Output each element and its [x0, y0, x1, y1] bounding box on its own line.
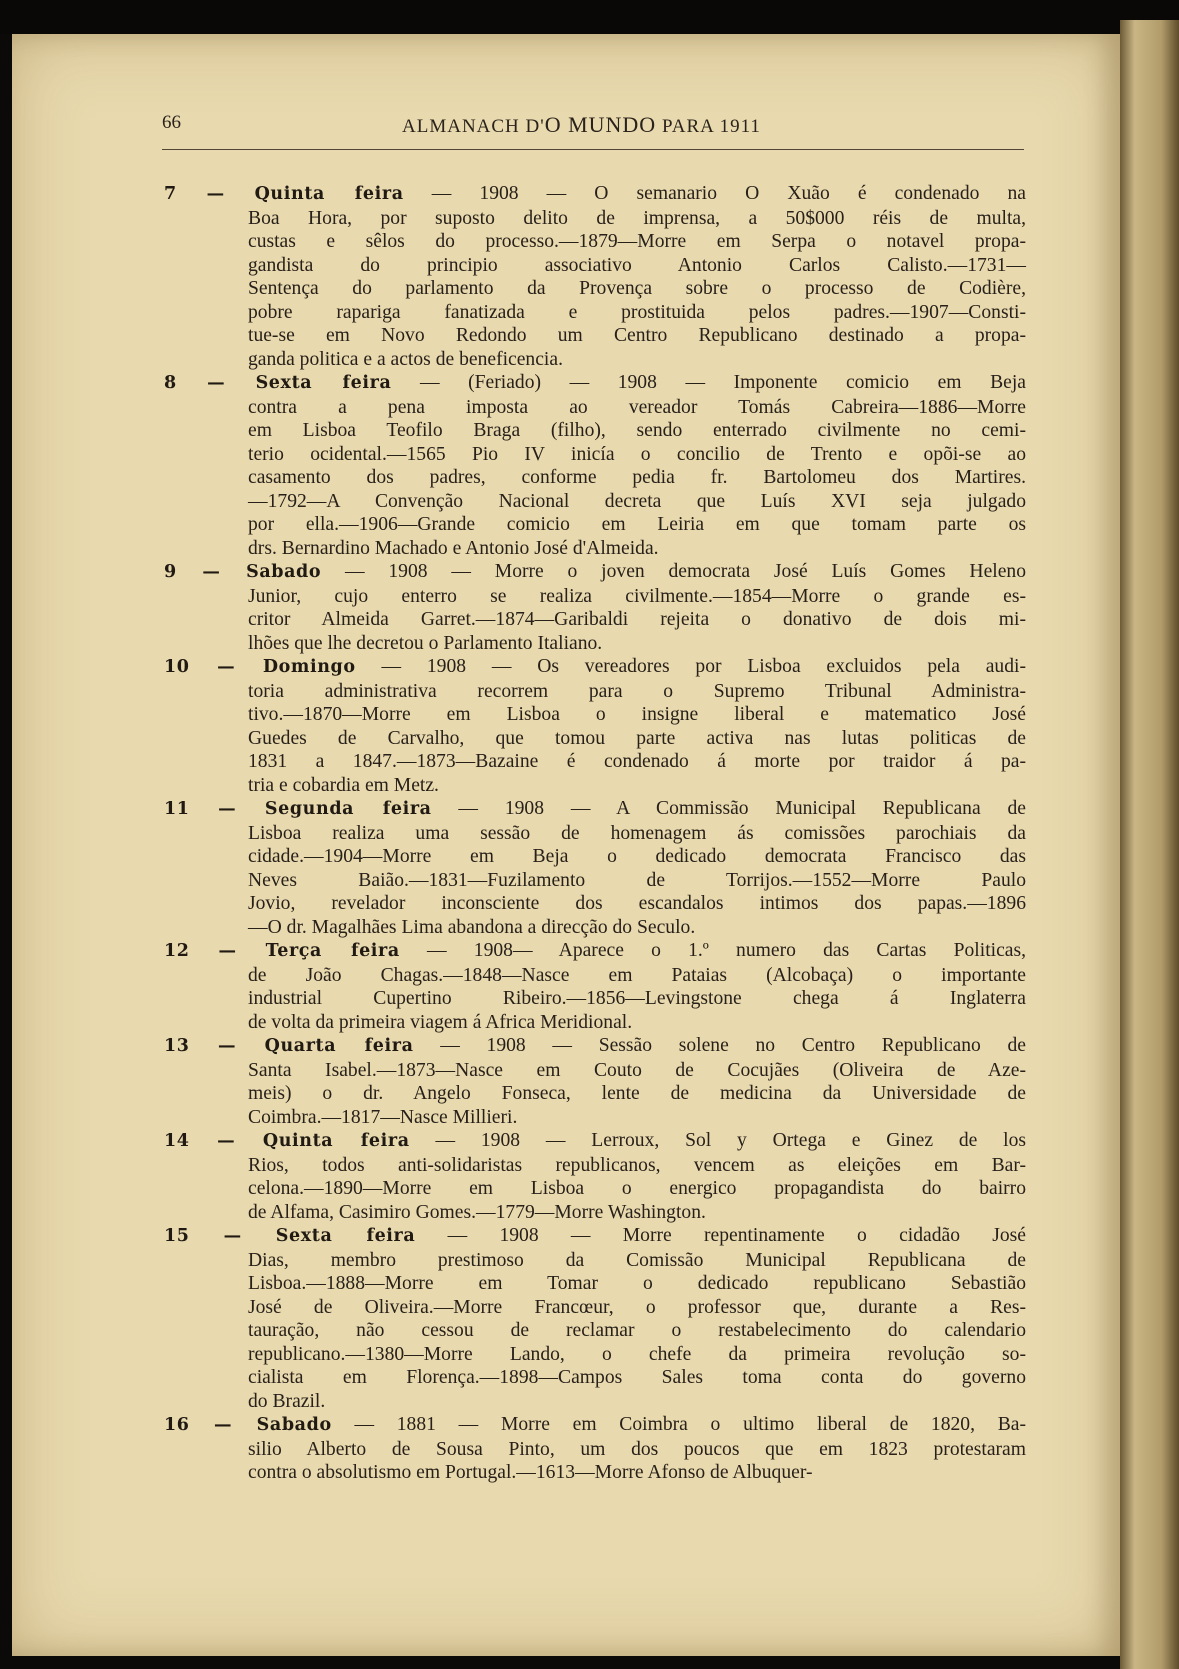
entry-line: ganda politica e a actos de beneficencia. [248, 348, 563, 370]
entry-text: — 1908 — Morre o joven democrata José Luís Gomes Heleno [321, 561, 1026, 582]
entry-line: toria administrativa recorrem para o Supremo Tribunal Administra- [248, 680, 1026, 702]
running-title-prefix: ALMANACH D' [402, 116, 545, 137]
entry-first-line [164, 182, 1026, 207]
entry-line: em Lisboa Teofilo Braga (filho), sendo enterrado civilmente no cemi- [248, 420, 1026, 441]
entry-line: industrial Cupertino Ribeiro.—1856—Levingstone chega á Inglaterra [248, 988, 1026, 1009]
entry-date: 9 — Sabado [164, 562, 322, 582]
entry-line: Rios, todos anti-solidaristas republicanos, vencem as eleições em Bar- [248, 1154, 1026, 1176]
entry-line: Jovio, revelador inconsciente dos escandalos intimos dos papas.—1896 [248, 893, 1026, 914]
entry-line: de João Chagas.—1848—Nasce em Pataias (Alcobaça) o importante [248, 964, 1026, 986]
entry-date: 11 — Segunda feira [164, 799, 432, 819]
entry-line: Junior, cujo enterro se realiza civilmente.—1854—Morre o grande es- [248, 585, 1026, 607]
running-title-main: O MUNDO [544, 112, 657, 137]
entry-text: — 1908 — A Commissão Municipal Republicana de [431, 798, 1026, 819]
scan-background [0, 0, 1179, 34]
header-rule [162, 149, 1024, 150]
entry-first-line [164, 1224, 1026, 1249]
entry-line: tue-se em Novo Redondo um Centro Republicano destinado a propa- [248, 325, 1026, 346]
page-number: 66 [162, 112, 181, 133]
almanac-entry [164, 1413, 1026, 1485]
entry-line: 1831 a 1847.—1873—Bazaine é condenado á morte por traidor á pa- [248, 751, 1026, 772]
almanac-entry [164, 939, 1026, 1034]
entry-line: de volta da primeira viagem á Africa Meridional. [248, 1011, 633, 1033]
entry-line: Boa Hora, por suposto delito de imprensa, a 50$000 réis de multa, [248, 207, 1026, 229]
entry-line: cialista em Florença.—1898—Campos Sales toma conta do governo [248, 1367, 1026, 1388]
entry-date: 14 — Quinta feira [164, 1131, 410, 1151]
running-title-suffix: PARA 1911 [661, 116, 761, 137]
entry-date: 7 — Quinta feira [164, 184, 404, 204]
entry-line: republicano.—1380—Morre Lando, o chefe da primeira revolução so- [248, 1343, 1026, 1365]
entry-line: pobre rapariga fanatizada e prostituida pelos padres.—1907—Consti- [248, 301, 1026, 323]
entry-line: tivo.—1870—Morre em Lisboa o insigne liberal e matematico José [248, 704, 1026, 725]
entry-date: 10 — Domingo [164, 657, 356, 677]
entry-line: custas e sêlos do processo.—1879—Morre em Serpa o notavel propa- [248, 231, 1026, 252]
entry-line: critor Almeida Garret.—1874—Garibaldi rejeita o donativo de dois mi- [248, 609, 1026, 630]
entry-line: do Brazil. [248, 1390, 326, 1412]
entry-text: — 1881 — Morre em Coimbra o ultimo liberal de 1820, Ba- [331, 1414, 1026, 1435]
almanac-entry [164, 182, 1026, 371]
adjacent-page-edge [1120, 20, 1179, 1669]
entry-text: — 1908 — O semanario O Xuão é condenado na [403, 183, 1027, 204]
entry-line: lhões que lhe decretou o Parlamento Italiano. [248, 632, 603, 654]
entry-line: gandista do principio associativo Antonio Carlos Calisto.—1731— [248, 254, 1026, 276]
almanac-entry [164, 371, 1026, 560]
almanac-entry [164, 560, 1026, 655]
page-header [162, 112, 1022, 140]
entry-text: — 1908— Aparece o 1.º numero das Cartas Politicas, [399, 940, 1027, 961]
entry-text: — 1908 — Os vereadores por Lisboa excluidos pela audi- [355, 656, 1026, 677]
entry-line: Coimbra.—1817—Nasce Millieri. [248, 1106, 518, 1128]
entry-date: 8 — Sexta feira [164, 373, 392, 393]
entry-line: de Alfama, Casimiro Gomes.—1779—Morre Washington. [248, 1201, 706, 1223]
entry-line: Guedes de Carvalho, que tomou parte activa nas lutas politicas de [248, 727, 1026, 749]
entry-first-line [164, 560, 1026, 585]
entry-date: 16 — Sabado [164, 1415, 332, 1435]
entry-first-line [164, 655, 1026, 680]
entry-line: tauração, não cessou de reclamar o restabelecimento do calendario [248, 1320, 1026, 1341]
entry-line: —1792—A Convenção Nacional decreta que Luís XVI seja julgado [248, 490, 1026, 512]
entry-line: cidade.—1904—Morre em Beja o dedicado democrata Francisco das [248, 846, 1026, 867]
entry-line: contra a pena imposta ao vereador Tomás Cabreira—1886—Morre [248, 396, 1026, 418]
entry-line: drs. Bernardino Machado e Antonio José d'Almeida. [248, 537, 659, 559]
almanac-entries [164, 182, 1026, 1485]
entry-line: —O dr. Magalhães Lima abandona a direcção do Seculo. [248, 916, 696, 938]
running-title [402, 112, 761, 138]
entry-first-line [164, 1413, 1026, 1438]
entry-text: — 1908 — Sessão solene no Centro Republicano de [413, 1035, 1026, 1056]
entry-line: por ella.—1906—Grande comicio em Leiria em que tomam parte os [248, 514, 1026, 535]
almanac-entry [164, 655, 1026, 797]
entry-line: Sentença do parlamento da Provença sobre o processo de Codière, [248, 278, 1026, 299]
entry-text: — (Feriado) — 1908 — Imponente comicio em Beja [391, 372, 1026, 393]
entry-line: meis) o dr. Angelo Fonseca, lente de medicina da Universidade de [248, 1083, 1026, 1104]
entry-date: 13 — Quarta feira [164, 1036, 414, 1056]
entry-line: Lisboa.—1888—Morre em Tomar o dedicado republicano Sebastião [248, 1273, 1026, 1294]
entry-line: contra o absolutismo em Portugal.—1613—Morre Afonso de Albuquer- [248, 1462, 813, 1483]
entry-text: — 1908 — Morre repentinamente o cidadão José [415, 1225, 1026, 1246]
almanac-entry [164, 797, 1026, 939]
entry-line: José de Oliveira.—Morre Francœur, o professor que, durante a Res- [248, 1296, 1026, 1318]
entry-date: 12 — Terça feira [164, 941, 400, 961]
entry-first-line [164, 797, 1026, 822]
almanac-entry [164, 1224, 1026, 1413]
entry-line: Dias, membro prestimoso da Comissão Municipal Republicana de [248, 1249, 1026, 1271]
entry-line: Santa Isabel.—1873—Nasce em Couto de Cocujães (Oliveira de Aze- [248, 1059, 1026, 1081]
entry-line: Neves Baião.—1831—Fuzilamento de Torrijos.—1552—Morre Paulo [248, 869, 1026, 891]
entry-line: casamento dos padres, conforme pedia fr. Bartolomeu dos Martires. [248, 467, 1026, 488]
entry-line: Lisboa realiza uma sessão de homenagem ás comissões parochiais da [248, 822, 1026, 844]
entry-first-line [164, 371, 1026, 396]
entry-date: 15 — Sexta feira [164, 1226, 416, 1246]
entry-line: silio Alberto de Sousa Pinto, um dos poucos que em 1823 protestaram [248, 1438, 1026, 1460]
entry-line: celona.—1890—Morre em Lisboa o energico propagandista do bairro [248, 1178, 1026, 1199]
entry-text: — 1908 — Lerroux, Sol y Ortega e Ginez de los [409, 1130, 1026, 1151]
almanac-entry [164, 1034, 1026, 1129]
entry-first-line [164, 1129, 1026, 1154]
entry-first-line [164, 939, 1026, 964]
entry-line: terio ocidental.—1565 Pio IV inicía o concilio de Trento e opõi-se ao [248, 443, 1026, 465]
almanac-entry [164, 1129, 1026, 1224]
entry-first-line [164, 1034, 1026, 1059]
entry-line: tria e cobardia em Metz. [248, 774, 439, 796]
